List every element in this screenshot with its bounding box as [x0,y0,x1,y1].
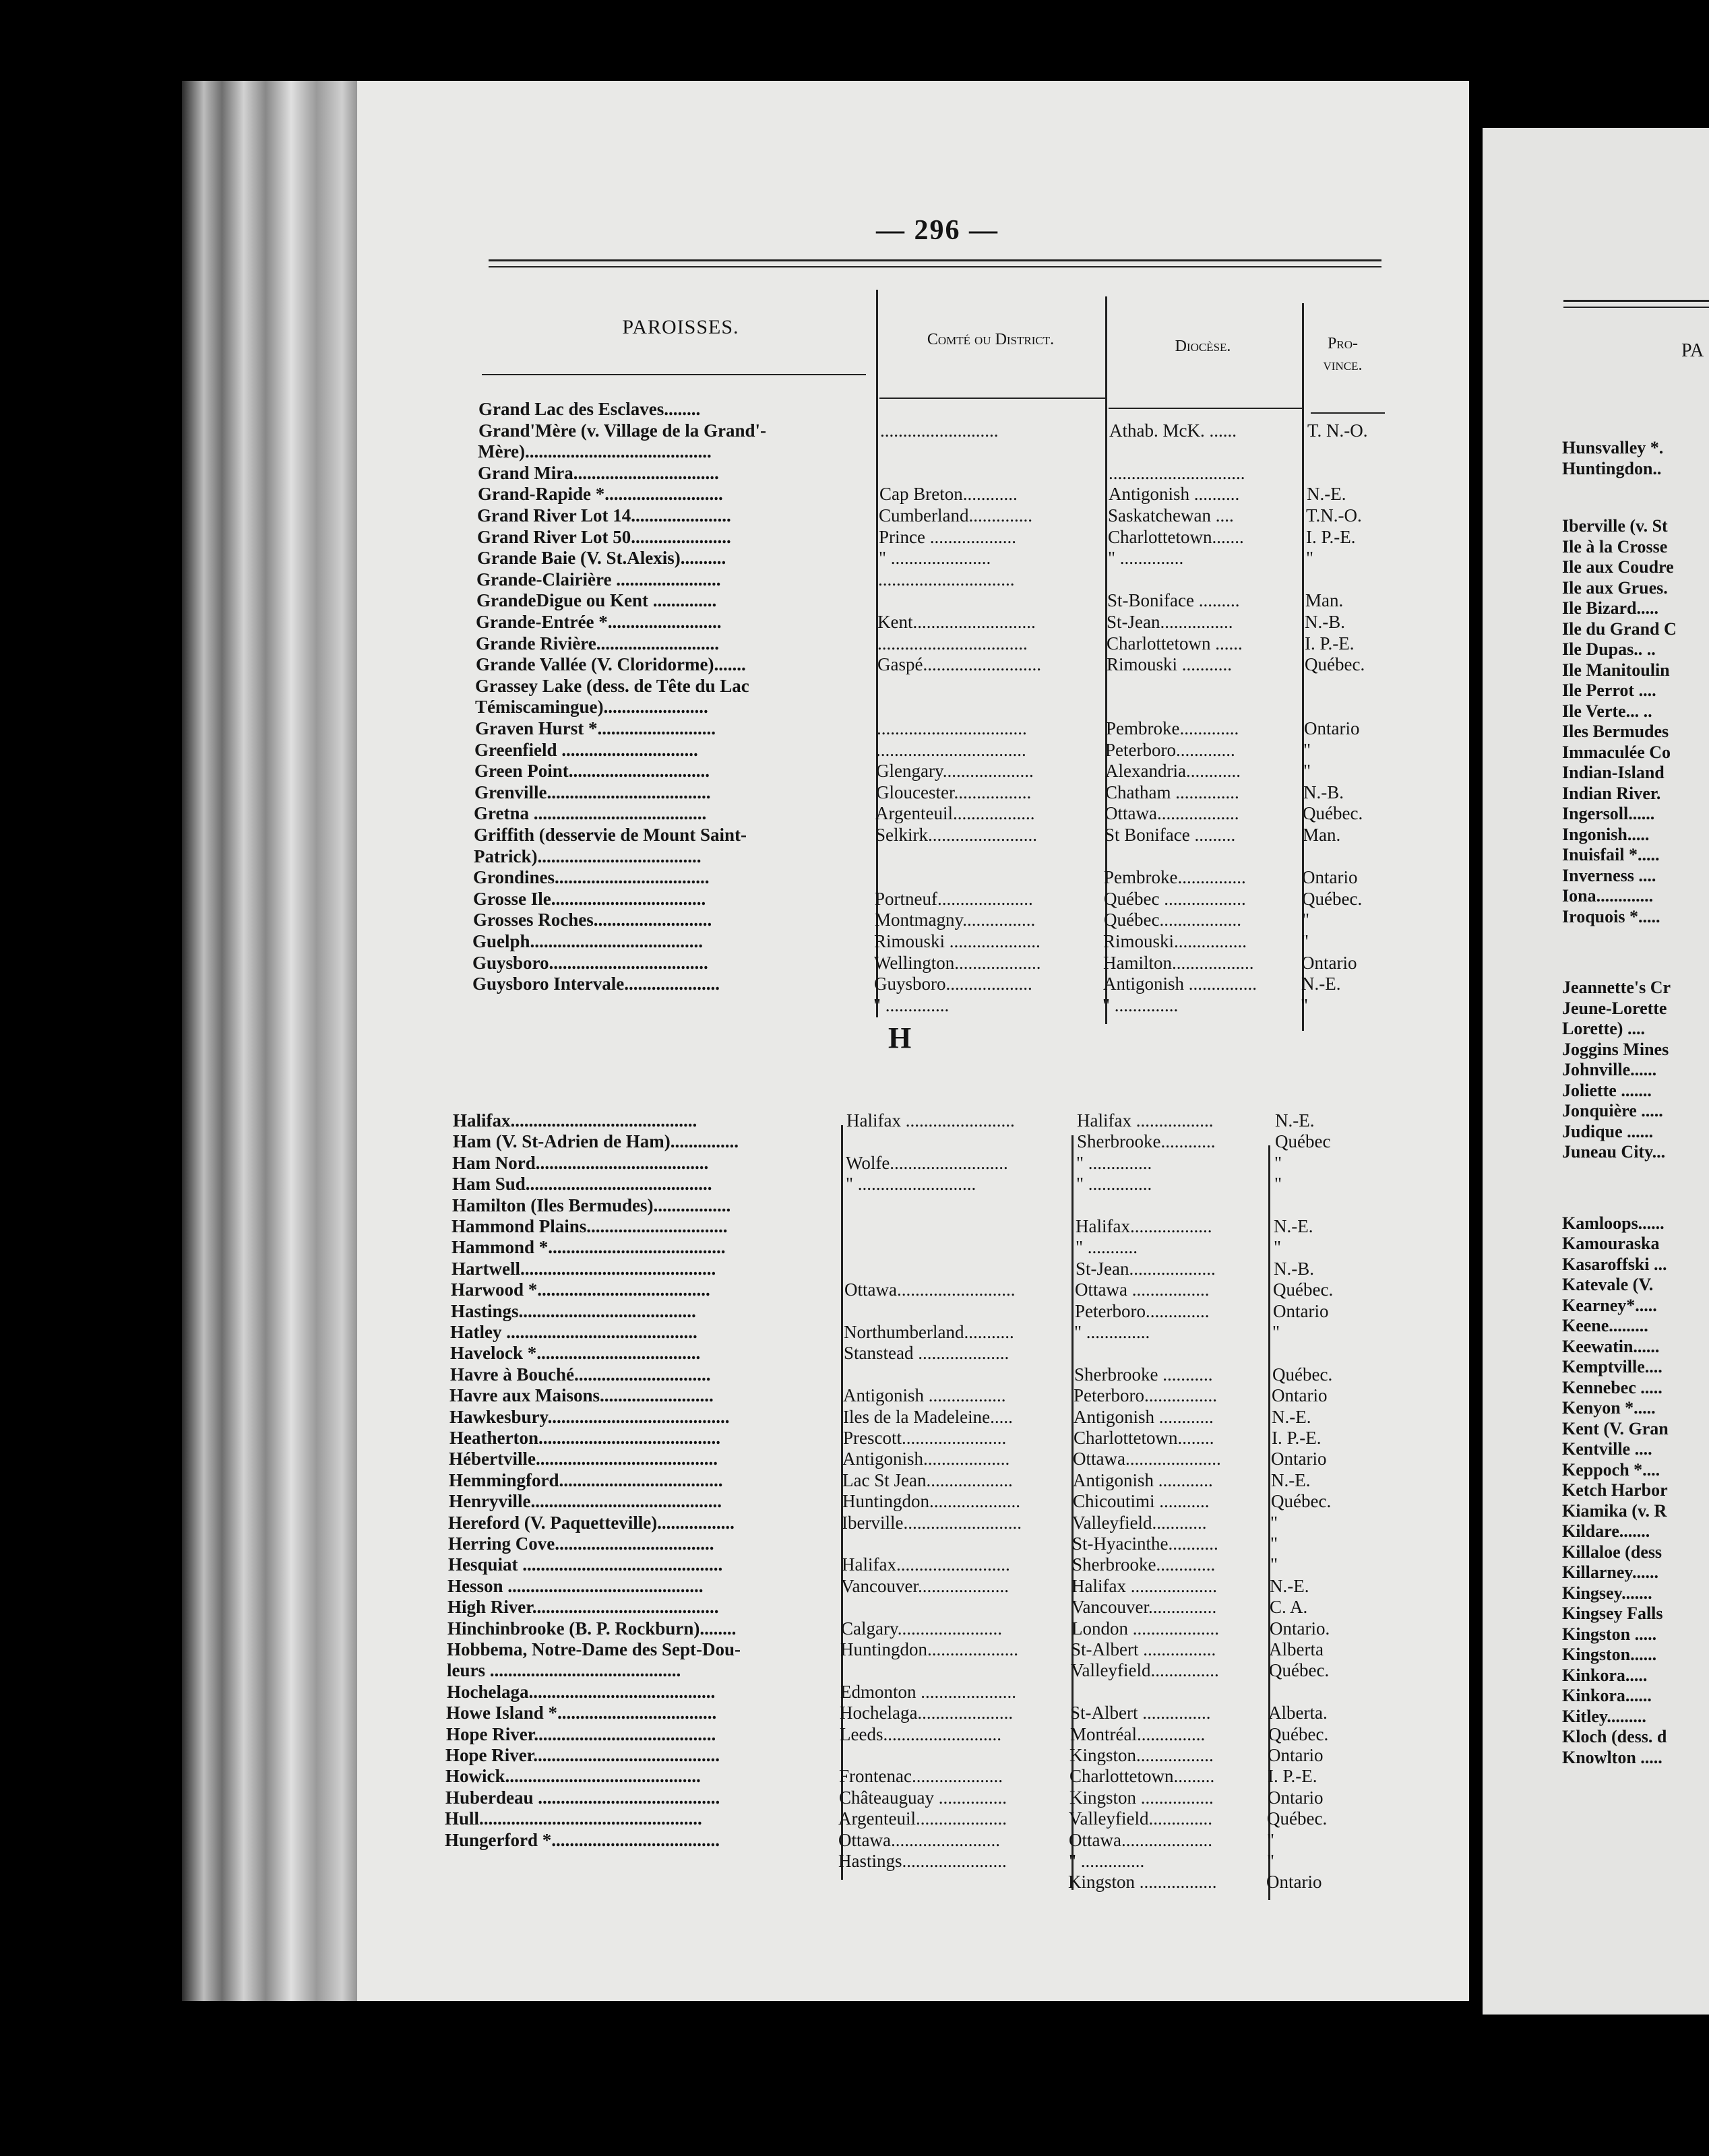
diocese-name: Antigonish .......... [1109,484,1240,505]
county-name: Ottawa.......................... [844,1279,1016,1300]
next-page-entry: Kemptville.... [1562,1357,1663,1376]
province-name: Québec. [1273,1279,1334,1300]
province-name: T. N.-O. [1307,420,1368,441]
diocese-name: Kingston ................. [1068,1872,1217,1893]
top-rule-2 [489,266,1381,267]
parish-name: Green Point............................... [474,761,710,782]
parish-name: Grande Vallée (V. Cloridorme)....... [476,654,746,675]
header-bottom-rule [482,374,866,375]
next-page-entry: Ile à la Crosse [1562,536,1668,557]
parish-name: Havre aux Maisons......................... [449,1385,714,1406]
header-bottom-rule-diocese [1109,408,1304,409]
diocese-name: Québec .................. [1104,888,1246,909]
next-page-entry: Kentville .... [1562,1439,1652,1459]
province-name: Ontario [1268,1745,1324,1765]
parish-name: Hungerford *..................................... [445,1829,720,1850]
county-name: Argenteuil.................. [875,803,1035,824]
diocese-name: Charlottetown....... [1108,526,1244,547]
province-name: N.-E. [1270,1575,1309,1596]
province-name: " [1301,994,1309,1015]
province-name: N.-E. [1272,1406,1311,1427]
county-name: Frontenac.................... [839,1766,1003,1787]
county-name: Antigonish ................. [843,1385,1006,1406]
parish-name: Grande-Entrée *......................... [476,612,722,632]
next-page-entry: Kingston...... [1562,1645,1657,1664]
next-page-entry: Kearney*..... [1562,1295,1657,1315]
county-name: Kent........................... [877,612,1036,632]
diocese-name: Halifax ................. [1077,1110,1214,1131]
province-name: Québec. [1305,654,1365,675]
diocese-name: St-Albert ................ [1071,1639,1216,1659]
next-page-entry: Kamouraska [1562,1234,1660,1253]
next-page-entry: Joliette ....... [1562,1080,1652,1100]
county-name: Huntingdon.................... [840,1639,1019,1659]
province-name: N.-B. [1305,612,1345,632]
parish-name: Hope River........................................ [446,1723,716,1744]
next-page-entry: Inverness .... [1562,865,1656,885]
parish-name: Ham Sud......................................... [452,1174,712,1195]
diocese-name: Saskatchewan .... [1108,505,1234,526]
province-name: C. A. [1270,1597,1308,1618]
province-name: N.-B. [1303,782,1344,802]
county-name: Montmagny................ [875,910,1036,930]
parish-name: Hammond Plains............................... [452,1216,728,1236]
province-name: I. P.-E. [1268,1766,1317,1787]
county-name: ................................. [877,633,1028,654]
county-name: Cumberland.............. [879,505,1032,526]
parish-name: Hawkesbury........................................ [449,1406,730,1427]
diocese-name: Antigonish ............... [1103,974,1257,994]
next-page-entry: Jeannette's Cr [1562,978,1671,997]
top-rule [489,259,1381,261]
county-name: Prescott....................... [843,1428,1007,1448]
diocese-name: Kingston................. [1069,1745,1214,1765]
next-page-entry: Kenyon *..... [1562,1398,1656,1418]
next-page-entry: Killarney...... [1562,1562,1658,1582]
parish-name: Mère)......................................... [478,441,712,462]
province-name: Ontario. [1270,1618,1330,1639]
diocese-name: Antigonish ............ [1074,1406,1214,1427]
province-name: T.N.-O. [1306,505,1362,526]
parish-name: Hébertville........................................ [449,1449,718,1469]
province-name: N.-E. [1271,1469,1311,1490]
parish-name: Hartwell........................................... [452,1258,716,1279]
diocese-name: Vancouver............... [1071,1597,1217,1618]
diocese-name: Sherbrooke ........... [1074,1364,1213,1385]
parish-name: Henryville.......................................... [449,1491,722,1512]
county-name: Selkirk........................ [875,825,1037,845]
next-page-entry: Ile aux Coudre [1562,557,1674,577]
parish-name: Ham (V. St-Adrien de Ham)............... [453,1131,739,1152]
next-page-entry: Judique ...... [1562,1121,1654,1141]
province-name: Man. [1305,590,1344,611]
province-name: " [1270,1533,1278,1554]
parish-name: Griffith (desservie de Mount Saint- [474,825,747,845]
section-letter-h: H [888,1021,912,1054]
province-name: " [1270,1554,1278,1575]
province-name: N.-E. [1301,974,1341,994]
parish-name: Heatherton........................................ [449,1428,720,1448]
next-page-entry: Knowlton ..... [1562,1747,1663,1767]
diocese-name: Chatham .............. [1105,782,1239,802]
county-name: Northumberland........... [844,1322,1014,1342]
province-name: Ontario [1302,867,1358,888]
province-name: " [1303,739,1311,760]
parish-name: Harwood *...................................... [451,1279,710,1300]
province-name: " [1274,1174,1282,1195]
diocese-name: Valleyfield............... [1071,1660,1219,1681]
diocese-name: St-Jean................ [1107,612,1233,632]
province-name: Ontario [1272,1385,1328,1406]
parish-name: GrandeDigue ou Kent .............. [476,590,717,611]
county-name: Prince ................... [879,526,1016,547]
county-name: Guysboro................... [874,974,1032,994]
province-name: " [1301,931,1309,951]
province-name: Alberta. [1268,1703,1328,1723]
parish-name: Grosse Ile.................................. [473,888,706,909]
county-name: Châteauguay ............... [839,1787,1007,1808]
county-name: Wolfe.......................... [846,1152,1008,1173]
parish-name: Guysboro................................... [472,952,708,973]
next-page-rule [1563,300,1709,302]
diocese-name: " .............. [1069,1851,1145,1871]
diocese-name: Kingston ................ [1069,1787,1214,1808]
province-name: Québec. [1268,1723,1329,1744]
province-name: " [1272,1322,1280,1342]
diocese-name: Pembroke............... [1104,867,1246,888]
parish-name: Grondines.................................. [473,867,710,888]
county-name: Glengary.................... [876,761,1034,782]
province-name: " [1267,1851,1275,1871]
next-page-entry: Jonquière ..... [1562,1101,1663,1120]
county-name: Halifax......................... [842,1554,1010,1575]
diocese-name: Peterboro............. [1105,739,1235,760]
diocese-name: London ................... [1071,1618,1219,1639]
next-page-entry: Ile Perrot .... [1562,680,1656,700]
next-page-entry: Hunsvalley *. [1562,438,1664,457]
header-paroisses: PAROISSES. [622,316,739,338]
province-name: Québec. [1302,888,1363,909]
province-name: N.-E. [1274,1216,1313,1236]
county-name: Wellington................... [874,952,1041,973]
diocese-name: " .............. [1102,994,1179,1015]
parish-name: Hesquiat ............................................ [448,1554,723,1575]
parish-name: Grand-Rapide *.......................... [478,484,723,505]
province-name: Québec. [1272,1364,1333,1385]
diocese-name: St-Jean................... [1076,1258,1216,1279]
county-name: Cap Breton............ [879,484,1018,505]
parish-name: Grand'Mère (v. Village de la Grand'- [478,420,766,441]
province-name: N.-E. [1275,1110,1315,1131]
header-province-2: vince. [1323,356,1363,374]
next-page-entry: Ingersoll...... [1562,804,1655,823]
next-page-entry: Ketch Harbor [1562,1480,1668,1500]
county-name: Halifax ........................ [846,1110,1015,1131]
diocese-name: Athab. McK. ...... [1109,420,1237,441]
next-page-entry: Kloch (dess. d [1562,1727,1667,1746]
header-diocese: Diocèse. [1175,338,1231,355]
parish-name: Hinchinbrooke (B. P. Rockburn)........ [447,1618,737,1639]
parish-name: Hereford (V. Paquetteville)................. [448,1512,735,1533]
next-page-entry: Ile du Grand C [1562,619,1677,639]
diocese-name: Rimouski................ [1103,931,1247,951]
parish-name: Patrick).................................... [474,846,702,866]
diocese-name: Ottawa.................... [1069,1829,1212,1850]
province-name: Alberta [1269,1639,1324,1659]
parish-name: Hemmingford.................................... [449,1469,723,1490]
diocese-name: Halifax.................. [1076,1216,1212,1236]
diocese-name: Sherbrooke............ [1077,1131,1216,1152]
next-page-entry: Inuisfail *..... [1562,845,1660,864]
county-name: Huntingdon.................... [842,1491,1021,1512]
parish-name: Grand Mira................................ [478,462,719,483]
county-name: Vancouver.................... [841,1575,1009,1596]
county-name: " ...................... [879,548,991,569]
parish-name: Hamilton (Iles Bermudes)................. [452,1195,731,1215]
province-name: " [1302,910,1310,930]
diocese-name: Pembroke............. [1106,718,1239,738]
parish-name: Halifax......................................... [453,1110,697,1131]
parish-name: High River......................................... [447,1597,719,1618]
next-page-entry: Keewatin...... [1562,1336,1660,1356]
diocese-name: St-Hyacinthe........... [1072,1533,1218,1554]
next-page-entry: Iona............. [1562,886,1654,906]
parish-name: Grassey Lake (dess. de Tête du Lac [475,675,749,696]
next-page-entry: Iroquois *..... [1562,906,1660,926]
parish-name: Greenfield .............................. [474,739,698,760]
next-page-entry: Kent (V. Gran [1562,1418,1669,1438]
next-page-entry: Indian River. [1562,783,1661,803]
parish-name: Grand Lac des Esclaves........ [478,399,701,419]
province-name: Ontario [1304,718,1360,738]
parish-name: Hesson ........................................... [447,1575,704,1596]
next-page-header: PA [1681,340,1704,361]
next-page-entry: Ile Verte... .. [1562,701,1652,721]
province-name: I. P.-E. [1306,526,1356,547]
parish-name: Ham Nord...................................... [452,1152,709,1173]
province-name: " [1267,1829,1275,1850]
province-name: Québec. [1303,803,1363,824]
county-name: ................................. [877,718,1027,738]
diocese-name: " ........... [1076,1237,1138,1258]
next-page-entry: Ile Bizard..... [1562,598,1658,618]
county-name: Ottawa........................ [838,1829,1000,1850]
next-page-rule-2 [1563,307,1709,308]
province-name: " [1303,761,1311,782]
diocese-name: Sherbrooke............. [1072,1554,1216,1575]
diocese-name: Halifax ................... [1071,1575,1217,1596]
county-name: Edmonton ..................... [840,1681,1016,1702]
parish-name: Grande Baie (V. St.Alexis).......... [477,548,726,569]
parish-name: Grenville.................................... [474,782,711,802]
parish-name: Témiscamingue)....................... [475,697,708,718]
diocese-name: " .............. [1076,1174,1152,1195]
book-page-edges [182,81,364,2001]
next-page-entry: Immaculée Co [1562,742,1671,762]
parish-name: Howick........................................... [445,1766,701,1787]
parish-name: Herring Cove................................... [448,1533,714,1554]
parish-name: Hope River......................................... [445,1745,720,1765]
province-name: I. P.-E. [1305,633,1355,654]
province-name: Québec. [1269,1660,1330,1681]
county-name: " .............. [873,994,950,1015]
parish-name: Gretna ...................................... [474,803,707,824]
diocese-name: Charlottetown......... [1069,1766,1215,1787]
diocese-name: Antigonish ............ [1073,1469,1213,1490]
next-page-entry: Jeune-Lorette [1562,998,1667,1018]
header-province-1: Pro- [1328,335,1358,352]
diocese-name: Peterboro.............. [1075,1300,1210,1321]
diocese-name: Ottawa..................... [1073,1449,1221,1469]
province-name: N.-E. [1307,484,1346,505]
county-name: Leeds.......................... [840,1723,1001,1744]
diocese-name: Peterboro................ [1074,1385,1217,1406]
next-page-entry: Joggins Mines [1562,1039,1669,1059]
next-page-entry: Johnville...... [1562,1060,1657,1079]
next-page-entry: Iles Bermudes [1562,722,1669,741]
county-name: Argenteuil.................... [838,1808,1007,1829]
province-name: Ontario [1301,952,1357,973]
parish-name: Havre à Bouché.............................. [450,1364,711,1385]
parish-name: Guelph...................................... [472,931,704,951]
parish-name: Hull................................................. [445,1808,702,1829]
diocese-name: .............................. [1109,462,1245,483]
county-name: Gaspé.......................... [877,654,1041,675]
province-name: " [1306,548,1314,569]
county-name: " .......................... [846,1174,976,1195]
next-page-entry: Kitley......... [1562,1706,1646,1726]
parish-name: Hatley .......................................... [450,1322,697,1342]
next-page-entry: Kinkora...... [1562,1686,1652,1705]
diocese-name: Hamilton.................. [1103,952,1254,973]
next-page-entry: Kinkora..... [1562,1665,1648,1685]
parish-name: Hastings....................................... [451,1300,696,1321]
diocese-name: Ottawa ................. [1075,1279,1210,1300]
header-bottom-rule-province [1311,412,1385,414]
next-page-entry: Huntingdon.. [1562,458,1662,478]
province-name: Québec. [1271,1491,1332,1512]
next-page-entry: Kasaroffski ... [1562,1254,1667,1274]
province-name: Ontario [1271,1449,1327,1469]
county-name: Antigonish................... [842,1449,1010,1469]
province-name: Man. [1303,825,1341,845]
next-page-entry: Ile Manitoulin [1562,660,1670,680]
diocese-name: " .............. [1108,548,1184,569]
province-name: N.-B. [1274,1258,1314,1279]
province-name: " [1270,1512,1278,1533]
parish-name: Grosses Roches.......................... [473,910,712,930]
county-name: Gloucester................. [876,782,1032,802]
diocese-name: Québec.................. [1104,910,1241,930]
parish-name: Havelock *.................................... [450,1343,701,1364]
county-name: Rimouski .................... [874,931,1040,951]
next-page-entry: Indian-Island [1562,763,1665,782]
county-name: Lac St Jean................... [842,1469,1013,1490]
county-name: Calgary....................... [841,1618,1002,1639]
parish-name: Hammond *....................................... [452,1237,726,1258]
diocese-name: Ottawa.................. [1105,803,1239,824]
diocese-name: St-Boniface ......... [1107,590,1240,611]
county-name: .......................... [880,420,999,441]
province-name: Québec [1275,1131,1331,1152]
diocese-name: St Boniface ......... [1105,825,1236,845]
diocese-name: " .............. [1076,1152,1152,1173]
next-page-entry: Ile Dupas.. .. [1562,639,1656,659]
parish-name: Grand River Lot 50...................... [477,526,731,547]
next-page-entry: Kingston ..... [1562,1624,1657,1644]
diocese-name: Valleyfield............ [1072,1512,1207,1533]
next-page-entry: Kingsey Falls [1562,1604,1663,1623]
province-name: " [1274,1152,1282,1173]
county-name: .............................. [878,569,1015,590]
diocese-name: Alexandria............ [1105,761,1241,782]
page-number: — 296 — [876,215,999,246]
header-bottom-rule-comte [879,398,1105,399]
next-page-entry: Kildare....... [1562,1521,1650,1541]
county-name: Portneuf..................... [875,888,1033,909]
diocese-name: " .............. [1074,1322,1150,1342]
next-page-entry: Ile aux Grues. [1562,577,1668,598]
next-page-entry: Iberville (v. St [1562,516,1668,536]
next-page-entry: Kingsey....... [1562,1583,1652,1603]
next-page-entry: Lorette) .... [1562,1019,1645,1038]
next-page-entry: Kiamika (v. R [1562,1500,1667,1521]
diocese-name: Rimouski ........... [1107,654,1233,675]
parish-name: Hochelaga......................................... [447,1681,716,1702]
next-page-entry: Killaloe (dess [1562,1542,1663,1562]
province-name: " [1274,1237,1282,1258]
diocese-name: St-Albert ............... [1070,1703,1211,1723]
next-page-entry: Kamloops...... [1562,1213,1665,1233]
diocese-name: Charlottetown ...... [1107,633,1243,654]
parish-name: Graven Hurst *.......................... [475,718,716,738]
province-name: Ontario [1268,1787,1324,1808]
county-name: ................................. [876,739,1026,760]
county-name: Stanstead .................... [844,1343,1009,1364]
diocese-name: Chicoutimi ........... [1073,1491,1210,1512]
next-page-entry: Keene......... [1562,1316,1648,1335]
county-name: Iles de la Madeleine..... [843,1406,1013,1427]
next-page-entry: Keppoch *.... [1562,1459,1660,1480]
parish-name: Grande Rivière........................... [476,633,719,654]
next-page-entry: Katevale (V. [1562,1275,1654,1294]
header-comte: Comté ou District. [927,331,1055,348]
next-page-entry: Kennebec ..... [1562,1377,1663,1397]
diocese-name: Valleyfield.............. [1069,1808,1212,1829]
next-page-entry: Ingonish..... [1562,824,1650,844]
parish-name: Grand River Lot 14...................... [477,505,731,526]
parish-name: Guysboro Intervale..................... [472,974,720,994]
parish-name: Grande-Clairière ....................... [476,569,721,590]
parish-name: Hobbema, Notre-Dame des Sept-Dou- [447,1639,741,1659]
diocese-name: Montréal............... [1070,1723,1206,1744]
province-name: I. P.-E. [1272,1428,1322,1448]
parish-name: Howe Island *................................... [446,1703,717,1723]
diocese-name: Charlottetown........ [1074,1428,1214,1448]
parish-name: leurs .......................................... [447,1660,681,1681]
parish-name: Huberdeau ........................................ [445,1787,720,1808]
county-name: Hochelaga..................... [840,1703,1014,1723]
province-name: Ontario [1266,1872,1322,1893]
county-name: Hastings....................... [838,1851,1007,1871]
province-name: Québec. [1267,1808,1328,1829]
next-page-entry: Juneau City... [1562,1142,1666,1162]
province-name: Ontario [1273,1300,1329,1321]
county-name: Iberville.......................... [842,1512,1022,1533]
